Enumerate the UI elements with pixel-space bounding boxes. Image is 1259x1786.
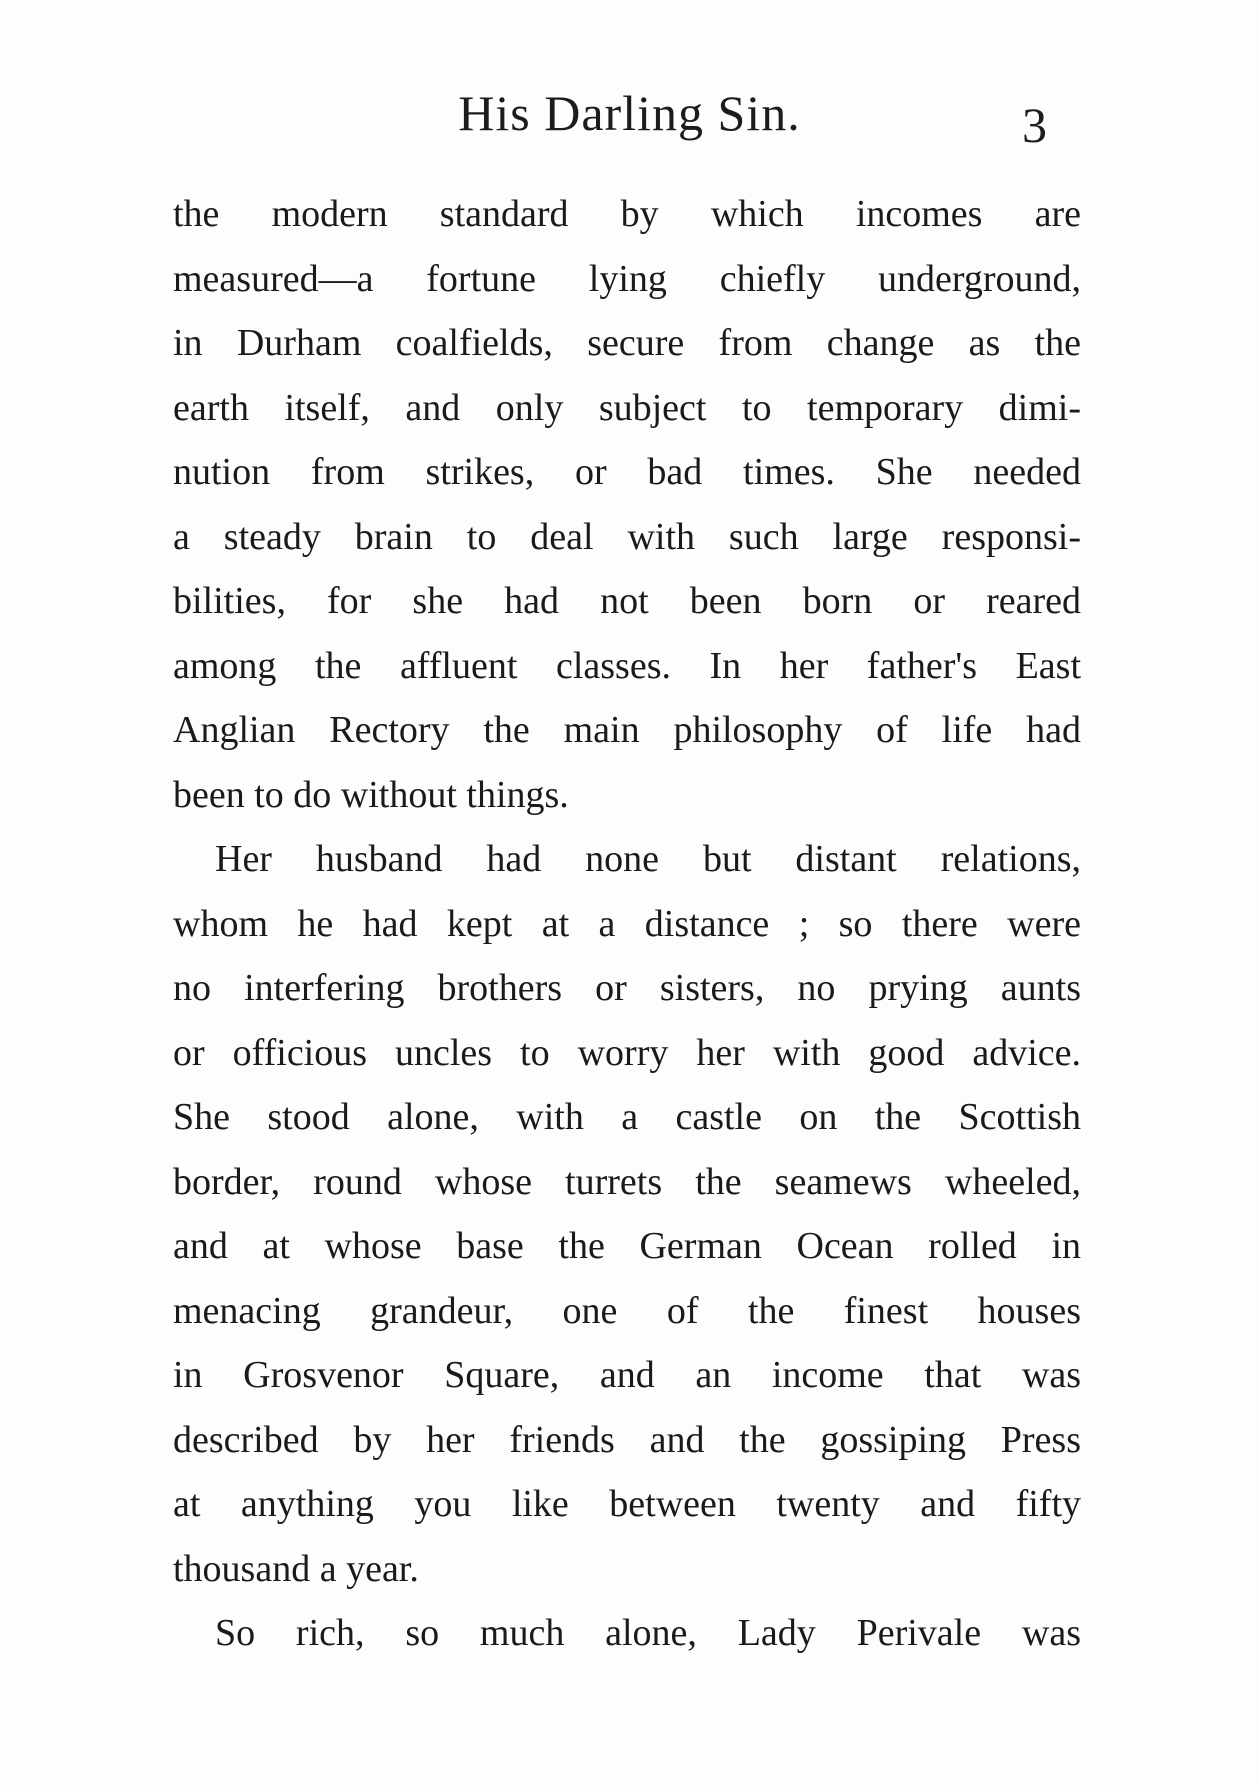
text-line: border, round whose turrets the seamews wheeled, [173, 1160, 1081, 1203]
text-line: a steady brain to deal with such large responsi- [173, 515, 1081, 558]
paragraph [173, 1601, 1081, 1666]
text-line: in Durham coalfields, secure from change as the [173, 322, 1081, 364]
text-line: So rich, so much alone, Lady Perivale was [215, 1612, 1081, 1654]
text-line: in Grosvenor Square, and an income that was [173, 1354, 1081, 1396]
running-title: His Darling Sin. [458, 85, 801, 141]
paragraph [173, 182, 1081, 827]
text-line: thousand a year. [173, 1547, 419, 1590]
text-line: among the affluent classes. In her father's East [173, 644, 1081, 687]
text-line: or officious uncles to worry her with good advice. [173, 1031, 1081, 1074]
text-line: whom he had kept at a distance ; so there were [173, 902, 1081, 945]
body-text [173, 182, 1081, 1666]
text-line: bilities, for she had not been born or reared [173, 580, 1081, 622]
text-line: earth itself, and only subject to temporary dimi- [173, 386, 1081, 429]
text-line: nution from strikes, or bad times. She needed [173, 451, 1081, 493]
text-line: measured—a fortune lying chiefly underground, [173, 257, 1081, 300]
text-line: Anglian Rectory the main philosophy of life had [173, 709, 1081, 751]
page-number: 3 [1022, 97, 1047, 153]
text-line: She stood alone, with a castle on the Scottish [173, 1096, 1081, 1138]
text-line: described by her friends and the gossiping Press [173, 1418, 1081, 1461]
text-line: menacing grandeur, one of the finest houses [173, 1289, 1081, 1332]
text-line: Her husband had none but distant relations, [215, 838, 1081, 880]
text-line: the modern standard by which incomes are [173, 193, 1081, 235]
text-line: been to do without things. [173, 773, 569, 816]
text-line: at anything you like between twenty and fifty [173, 1483, 1081, 1525]
text-line: no interfering brothers or sisters, no prying aunts [173, 967, 1081, 1009]
paragraph [173, 827, 1081, 1601]
text-line: and at whose base the German Ocean rolled in [173, 1225, 1081, 1267]
